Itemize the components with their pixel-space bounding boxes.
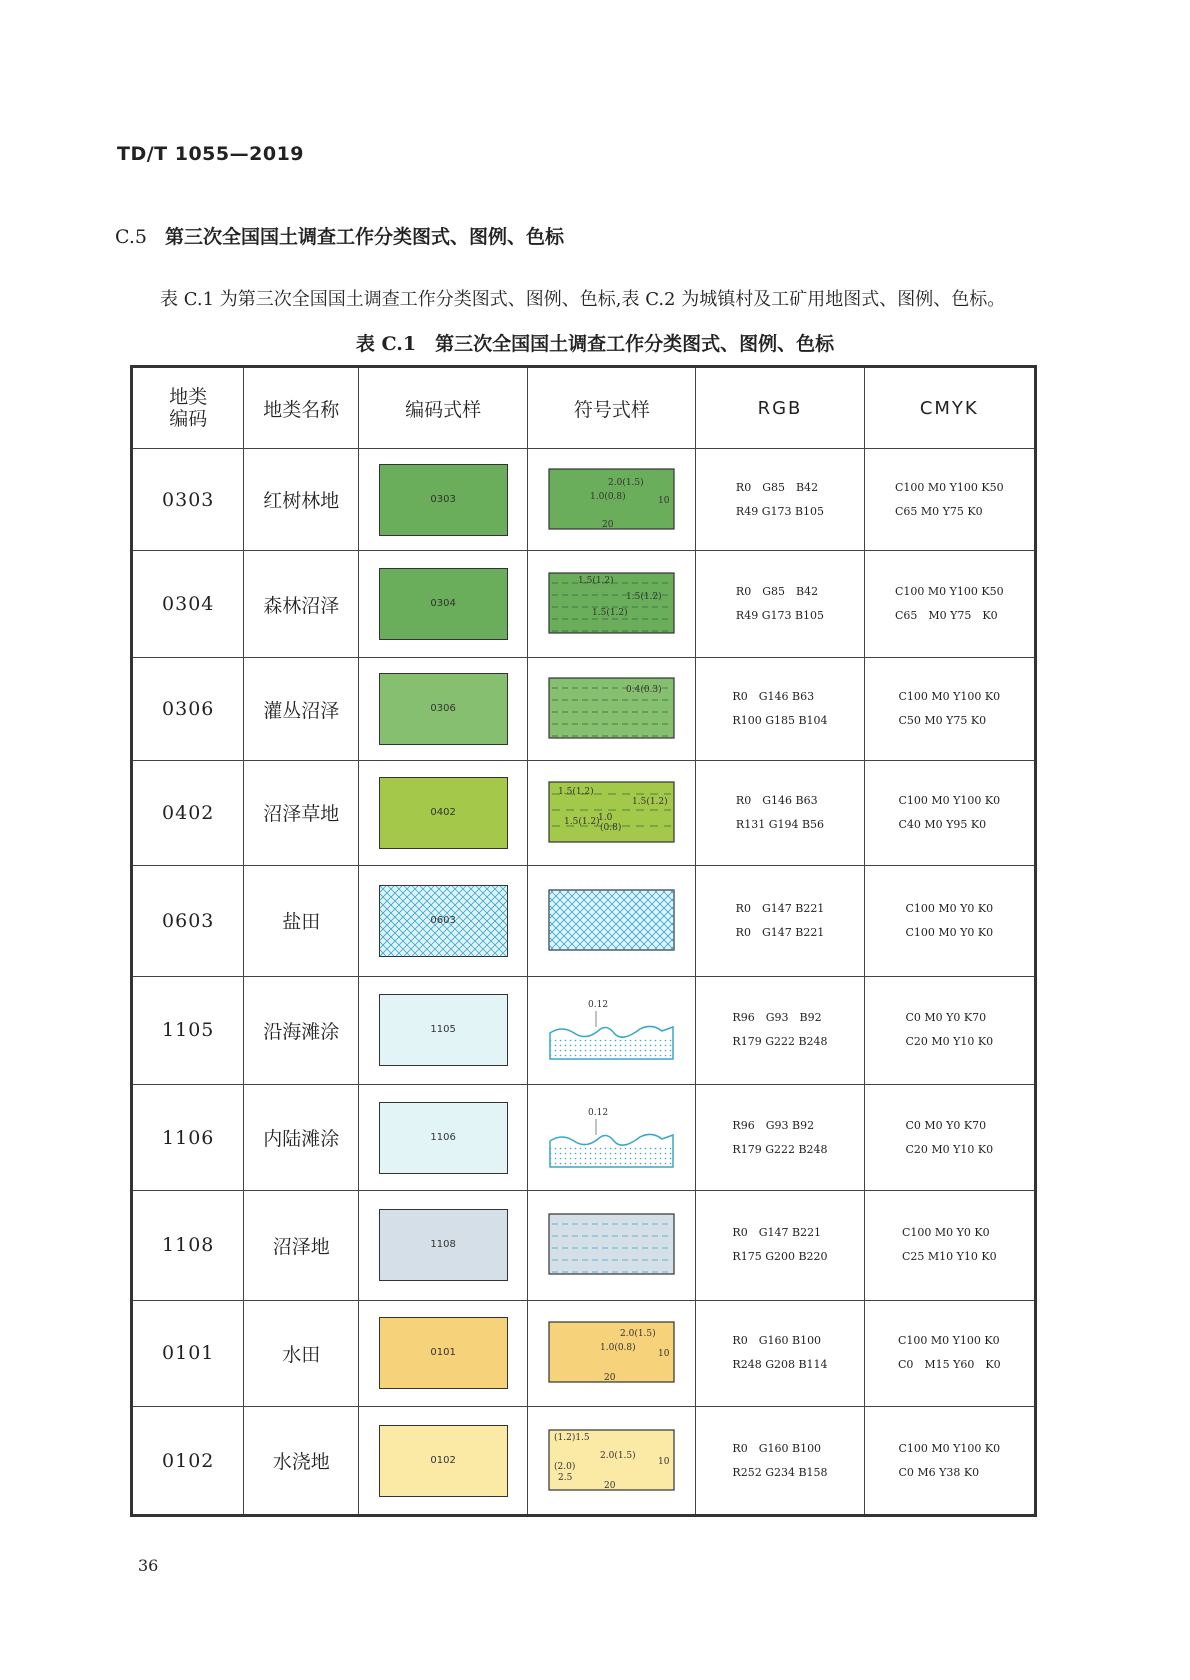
cmyk-line-1: C100 M0 Y100 K0 [897, 1334, 1000, 1348]
table-header-row [132, 367, 1036, 449]
swatch-code-label: 0101 [430, 1347, 456, 1359]
symbol-annotation: 1.5(1.2) [578, 576, 614, 587]
cmyk-line-1: C0 M0 Y0 K70 [905, 1011, 987, 1025]
rgb-line-2: R248 G208 B114 [732, 1358, 828, 1372]
code-style-cell [359, 865, 528, 976]
land-name: 内陆滩涂 [244, 1085, 359, 1191]
header-code: 地类 编码 [132, 367, 244, 449]
symbol-style-cell [528, 761, 696, 865]
symbol-annotation: 0.12 [588, 1000, 609, 1011]
swatch-code-label: 0304 [430, 598, 456, 610]
cmyk-line-2: C25 M10 Y10 K0 [901, 1250, 997, 1264]
symbol-annotation: 2.0(1.5) [620, 1329, 656, 1340]
symbol-style-cell [528, 1407, 696, 1516]
land-code: 0101 [132, 1300, 244, 1407]
code-style-cell [359, 1085, 528, 1191]
cmyk-line-1: C100 M0 Y100 K50 [894, 480, 1004, 494]
cmyk-cell [864, 1190, 1035, 1300]
code-style-cell [359, 449, 528, 551]
symbol-annotation: 20 [604, 1373, 616, 1384]
land-name: 灌丛沼泽 [244, 657, 359, 760]
symbol-annotation: (1.2)1.5 [554, 1432, 590, 1443]
rgb-cell [696, 976, 864, 1085]
symbol-annotation: 1.5(1.2) [592, 608, 628, 619]
symbol-annotation: 1.5(1.2) [558, 786, 594, 797]
land-name: 水浇地 [244, 1407, 359, 1516]
cmyk-cell [864, 761, 1035, 865]
code-style-cell [359, 976, 528, 1085]
rgb-line-2: R179 G222 B248 [732, 1035, 828, 1049]
table-row [132, 761, 1036, 865]
table-row [132, 1085, 1036, 1191]
code-swatch [379, 568, 508, 640]
cmyk-line-2: C20 M0 Y10 K0 [905, 1035, 994, 1049]
code-swatch [379, 777, 508, 849]
symbol-annotation: 20 [604, 1480, 616, 1491]
symbol-style-cell [528, 865, 696, 976]
land-code: 1105 [132, 976, 244, 1085]
rgb-line-2: R49 G173 B105 [735, 504, 825, 518]
cmyk-cell [864, 1300, 1035, 1407]
symbol-annotation: 1.5(1.2) [632, 796, 668, 807]
rgb-cell [696, 449, 864, 551]
code-style-cell [359, 657, 528, 760]
table-row [132, 551, 1036, 658]
cmyk-line-2: C65 M0 Y75 K0 [894, 609, 998, 623]
swatch-code-label: 0306 [430, 703, 456, 715]
rgb-line-2: R179 G222 B248 [732, 1142, 828, 1156]
symbol-style-cell [528, 551, 696, 658]
rgb-cell [696, 657, 864, 760]
land-name: 红树林地 [244, 449, 359, 551]
rgb-line-1: R0 G85 B42 [735, 585, 819, 599]
symbol-annotation: 10 [658, 495, 670, 506]
intro-paragraph: 表 C.1 为第三次全国国土调查工作分类图式、图例、色标,表 C.2 为城镇村及工矿用地图式、图例、色标。 [160, 289, 1006, 310]
code-swatch [379, 1209, 508, 1281]
code-swatch [379, 464, 508, 536]
section-title: 第三次全国国土调查工作分类图式、图例、色标 [165, 226, 565, 248]
symbol-style-cell [528, 1085, 696, 1191]
cmyk-cell [864, 551, 1035, 658]
rgb-line-2: R49 G173 B105 [735, 609, 825, 623]
symbol-annotation: 0.4(0.3) [626, 685, 662, 696]
symbol-style-cell [528, 657, 696, 760]
symbol-sample [548, 567, 675, 637]
symbol-annotation: 1.0 [598, 812, 613, 823]
symbol-sample [548, 993, 675, 1063]
code-swatch [379, 994, 508, 1066]
code-swatch [379, 673, 508, 745]
rgb-line-2: R252 G234 B158 [732, 1465, 828, 1479]
symbol-annotation: (2.0) [554, 1461, 576, 1472]
section-number: C.5 [115, 226, 147, 248]
section-heading [115, 222, 564, 249]
rgb-cell [696, 1085, 864, 1191]
swatch-code-label: 1106 [430, 1131, 456, 1143]
cmyk-cell [864, 449, 1035, 551]
cmyk-line-2: C100 M0 Y0 K0 [905, 925, 994, 939]
code-style-cell [359, 1300, 528, 1407]
code-style-cell [359, 761, 528, 865]
land-code: 1106 [132, 1085, 244, 1191]
rgb-cell [696, 551, 864, 658]
cmyk-cell [864, 657, 1035, 760]
cmyk-cell [864, 976, 1035, 1085]
land-code: 0306 [132, 657, 244, 760]
table-row [132, 976, 1036, 1085]
symbol-sample [548, 884, 675, 954]
symbol-annotation: (0.8) [600, 822, 622, 833]
table-row [132, 657, 1036, 760]
symbol-sample [548, 1101, 675, 1171]
cmyk-line-2: C65 M0 Y75 K0 [894, 504, 983, 518]
rgb-line-1: R96 G93 B92 [732, 1118, 815, 1132]
symbol-annotation: 1.5(1.2) [626, 592, 662, 603]
symbol-annotation: 0.12 [588, 1107, 609, 1118]
rgb-line-1: R96 G93 B92 [732, 1011, 822, 1025]
page-number: 36 [138, 1556, 159, 1575]
cmyk-line-1: C100 M0 Y100 K50 [894, 585, 1004, 599]
cmyk-line-1: C100 M0 Y0 K0 [901, 1226, 990, 1240]
cmyk-line-2: C20 M0 Y10 K0 [905, 1142, 994, 1156]
symbol-sample [548, 1424, 675, 1494]
cmyk-line-1: C0 M0 Y0 K70 [905, 1118, 987, 1132]
symbol-style-cell [528, 449, 696, 551]
symbol-sample [548, 463, 675, 533]
cmyk-line-1: C100 M0 Y100 K0 [898, 690, 1001, 704]
cmyk-cell [864, 1085, 1035, 1191]
header-name: 地类名称 [244, 367, 359, 449]
symbol-sample [548, 776, 675, 846]
rgb-cell [696, 865, 864, 976]
land-name: 沼泽草地 [244, 761, 359, 865]
header-symbol-style: 符号式样 [528, 367, 696, 449]
symbol-annotation: 10 [658, 1349, 670, 1360]
land-code: 0304 [132, 551, 244, 658]
rgb-line-2: R175 G200 B220 [732, 1250, 828, 1264]
cmyk-cell [864, 865, 1035, 976]
swatch-code-label: 1105 [430, 1024, 456, 1036]
header-code-style: 编码式样 [359, 367, 528, 449]
symbol-style-cell [528, 1300, 696, 1407]
symbol-annotation: 1.0(0.8) [590, 491, 626, 502]
land-name: 沿海滩涂 [244, 976, 359, 1085]
symbol-annotation: 1.0(0.8) [600, 1343, 636, 1354]
land-code: 0303 [132, 449, 244, 551]
symbol-annotation: 2.0(1.5) [608, 477, 644, 488]
table-row [132, 1300, 1036, 1407]
table-row [132, 449, 1036, 551]
rgb-line-1: R0 G160 B100 [732, 1441, 822, 1455]
rgb-cell [696, 1190, 864, 1300]
rgb-line-1: R0 G147 B221 [735, 901, 825, 915]
land-code: 0102 [132, 1407, 244, 1516]
code-swatch [379, 1317, 508, 1389]
header-cmyk: CMYK [864, 367, 1035, 449]
symbol-annotation: 2.5 [558, 1472, 573, 1483]
cmyk-line-2: C0 M6 Y38 K0 [898, 1465, 980, 1479]
cmyk-line-1: C100 M0 Y100 K0 [898, 793, 1001, 807]
symbol-annotation: 10 [658, 1456, 670, 1467]
land-name: 盐田 [244, 865, 359, 976]
rgb-line-1: R0 G146 B63 [732, 690, 815, 704]
land-code: 0603 [132, 865, 244, 976]
swatch-code-label: 0102 [430, 1454, 456, 1466]
land-code: 0402 [132, 761, 244, 865]
code-style-cell [359, 551, 528, 658]
code-swatch [379, 1102, 508, 1174]
symbol-sample [548, 1316, 675, 1386]
rgb-cell [696, 761, 864, 865]
document-code: TD/T 1055—2019 [117, 143, 305, 165]
table-row [132, 1407, 1036, 1516]
cmyk-line-2: C0 M15 Y60 K0 [897, 1358, 1001, 1372]
table-caption: 表 C.1 第三次全国国土调查工作分类图式、图例、色标 [355, 333, 835, 355]
table-row [132, 1190, 1036, 1300]
symbol-sample [548, 672, 675, 742]
symbol-annotation: 20 [602, 519, 614, 530]
land-code: 1108 [132, 1190, 244, 1300]
legend-table [130, 365, 1037, 1517]
rgb-line-1: R0 G85 B42 [735, 480, 819, 494]
land-name: 沼泽地 [244, 1190, 359, 1300]
symbol-sample [548, 1208, 675, 1278]
swatch-code-label: 0303 [430, 493, 456, 505]
symbol-annotation: 1.5(1.2) [564, 816, 600, 827]
cmyk-line-2: C50 M0 Y75 K0 [898, 714, 987, 728]
code-style-cell [359, 1190, 528, 1300]
cmyk-line-1: C100 M0 Y100 K0 [898, 1441, 1001, 1455]
code-swatch [379, 885, 508, 957]
code-swatch [379, 1425, 508, 1497]
land-name: 森林沼泽 [244, 551, 359, 658]
code-style-cell [359, 1407, 528, 1516]
rgb-line-1: R0 G147 B221 [732, 1226, 822, 1240]
rgb-line-2: R100 G185 B104 [732, 714, 828, 728]
swatch-code-label: 1108 [430, 1239, 456, 1251]
swatch-code-label: 0603 [430, 914, 456, 926]
cmyk-line-2: C40 M0 Y95 K0 [898, 817, 987, 831]
rgb-line-2: R131 G194 B56 [735, 817, 825, 831]
symbol-annotation: 2.0(1.5) [600, 1450, 636, 1461]
cmyk-line-1: C100 M0 Y0 K0 [905, 901, 994, 915]
swatch-code-label: 0402 [430, 806, 456, 818]
rgb-line-1: R0 G146 B63 [735, 793, 818, 807]
table-row [132, 865, 1036, 976]
rgb-cell [696, 1407, 864, 1516]
rgb-cell [696, 1300, 864, 1407]
land-name: 水田 [244, 1300, 359, 1407]
header-rgb: RGB [696, 367, 864, 449]
rgb-line-2: R0 G147 B221 [735, 925, 825, 939]
symbol-style-cell [528, 1190, 696, 1300]
symbol-style-cell [528, 976, 696, 1085]
rgb-line-1: R0 G160 B100 [732, 1334, 822, 1348]
cmyk-cell [864, 1407, 1035, 1516]
